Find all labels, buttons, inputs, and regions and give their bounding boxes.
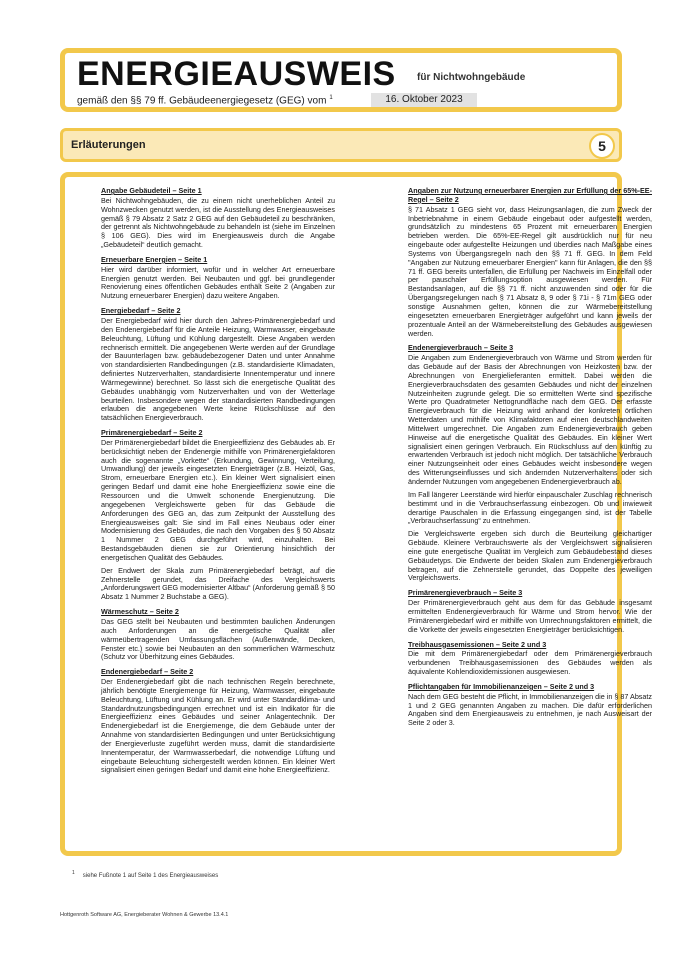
- content-box: [60, 172, 652, 856]
- section-heading: Endenergiebedarf – Seite 2: [101, 667, 194, 677]
- section-paragraph: Der Primärenergieverbrauch geht aus dem für das Gebäude insgesamt ermittelten Endenergieverbrauch für Wärme und Strom hervor. Wie der Primärenergiebedarf wird er mithilfe von Umrechnungsfaktoren ermittelt, die die Vorkette der jeweils eingesetzten Energieträger berücksichtigen.: [408, 598, 652, 634]
- law-reference: [77, 95, 333, 106]
- left-column: [101, 187, 335, 779]
- document-subtitle: für Nichtwohngebäude: [417, 72, 526, 83]
- section-paragraph: Der Primärenergiebedarf bildet die Energieeffizienz des Gebäudes ab. Er berücksichtigt neben der Endenergie mithilfe von Primärenergiefaktoren auch die sogenannte „Vorkette“ (Erkundung, Gewinnung, Verteilung, Umwandlung) der jeweils eingesetzten Energieträger (z.B. Heizöl, Gas, Strom, erneuerbare Energien etc.). Ein kleiner Wert signalisiert einen geringen Bedarf und damit eine hohe Energieeffizienz sowie eine die Ressourcen und die Umwelt schonende Energienutzung. Die angegebenen Vergleichswerte geben für das Gebäude die Anforderungen des GEG an, das zum Zeitpunkt der Ausstellung des Energieausweises galt: Sie sind im Fall eines Neubaus oder einer Modernisierung des Gebäudes, die nach den Vorgaben des § 50 Absatz 1 Nummer 2 GEG durchgeführt wird, einzuhalten. Bei Bestandsgebäuden dienen sie zur Orientierung hinsichtlich der energetischen Qualität des Gebäudes.: [101, 437, 335, 562]
- section-paragraph: Hier wird darüber informiert, wofür und in welcher Art erneuerbare Energien genutzt werden. Bei Neubauten und ggf. bei grundlegender Renovierung eines öffentlichen Gebäudes enthält Seite 2 (Angaben zur Nutzung erneuerbarer Energien) dazu weitere Angaben.: [101, 264, 335, 301]
- section-heading: Energiebedarf – Seite 2: [101, 306, 181, 316]
- footnote-text: siehe Fußnote 1 auf Seite 1 des Energieausweises: [82, 873, 219, 879]
- section-heading: Pflichtangaben für Immobilienanzeigen – Seite 2 und 3: [408, 681, 595, 691]
- section-bar: [60, 128, 622, 162]
- section-heading: Primärenergieverbrauch – Seite 3: [408, 588, 523, 598]
- section-paragraph: Das GEG stellt bei Neubauten und bestimmten baulichen Änderungen auch Anforderungen an die energetische Qualität aller wärmeübertragenden Umfassungsflächen (Außenwände, Decken, Fenster etc.) sowie bei Neubauten an den sommerlichen Wärmeschutz (Schutz vor Überhitzung eines Gebäudes.: [101, 616, 335, 662]
- footer-text: Hottgenroth Software AG, Energieberater Wohnen & Gewerbe 13.4.1: [60, 912, 229, 918]
- footnote-number: 1: [72, 870, 75, 876]
- section-paragraph: Die mit dem Primärenergiebedarf oder dem Primärenergieverbrauch verbundenen Treibhausgasemissionen des Gebäudes werden als äquivalente Kohlendioxidemissionen ausgewiesen.: [408, 649, 652, 677]
- section-paragraph: Nach dem GEG besteht die Pflicht, in Immobilienanzeigen die in § 87 Absatz 1 und 2 GEG genannten Angaben zu machen. Die dafür erforderlichen Angaben sind dem Energieausweis zu entnehmen, je nach Ausweisart der Seite 2 oder 3.: [408, 691, 652, 728]
- section-heading: Angaben zur Nutzung erneuerbarer Energien zur Erfüllung der 65%-EE-Regel – Seite 2: [408, 186, 652, 204]
- section-heading: Angabe Gebäudeteil – Seite 1: [101, 186, 202, 195]
- section-heading: Erneuerbare Energien – Seite 1: [101, 254, 208, 264]
- section-heading: Primärenergiebedarf – Seite 2: [101, 428, 203, 438]
- section-title: Erläuterungen: [71, 139, 146, 151]
- section-heading: Wärmeschutz – Seite 2: [101, 607, 179, 617]
- document-title: ENERGIEAUSWEIS: [77, 55, 396, 93]
- page-number-badge: 5: [589, 133, 615, 159]
- law-text: gemäß den §§ 79 ff. Gebäudeenergiegesetz (GEG) vom: [77, 95, 327, 107]
- right-column: [408, 187, 652, 732]
- section-heading: Treibhausgasemissionen – Seite 2 und 3: [408, 639, 547, 649]
- section-paragraph: Der Endwert der Skala zum Primärenergiebedarf beträgt, auf die Zehnerstelle gerundet, das Dreifache des Vergleichswerts „Anforderungswert GEG modernisierter Altbau“ (Anforderung gemäß § 50 Absatz 1 Nummer 2 Buchstabe a GEG).: [101, 565, 335, 602]
- issue-date: 16. Oktober 2023: [371, 93, 477, 107]
- section-paragraph: Bei Nichtwohngebäuden, die zu einem nicht unerheblichen Anteil zu Wohnzwecken genutzt werden, ist die Ausstellung des Energieausweises gemäß § 79 Absatz 2 Satz 2 GEG auf den Gebäudeteil zu beschränken, der getrennt als Nichtwohngebäude zu behandeln ist (siehe im Einzelnen § 106 GEG). Dies wird im Energieausweis durch die Angabe „Gebäudeteil“ deutlich gemacht.: [101, 195, 335, 250]
- section-paragraph: Die Angaben zum Endenergieverbrauch von Wärme und Strom werden für das Gebäude auf der Basis der Abrechnungen von Heizkosten bzw. der Abrechnungen von Energielieferanten ermittelt. Dabei werden die Energieverbrauchsdaten des gesamten Gebäudes und nicht der einzelnen Nutzeinheiten zugrunde gelegt. Die so ermittelten Werte sind spezifische Werte pro Quadratmeter Nettogrundfläche nach dem GEG. Der erfasste Energieverbrauch für die Heizung wird anhand der konkreten örtlichen Wetterdaten und mithilfe von Klimafaktoren auf einen deutschlandweiten Mittelwert umgerechnet. Die Angaben zum Endenergieverbrauch geben Hinweise auf die energetische Qualität des Gebäudes. Ein kleiner Wert signalisiert einen geringen Verbrauch. Ein Rückschluss auf den künftig zu erwartenden Verbrauch ist jedoch nicht möglich. Der tatsächliche Verbrauch einer Nutzungseinheit oder eines Gebäudes weicht insbesondere wegen des Witterungseinflusses und sich ändernden Nutzerverhaltens oder sich ändernder Nutzungen vom angegebenen Endenergieverbrauch ab.: [408, 353, 652, 486]
- section-paragraph: Die Vergleichswerte ergeben sich durch die Beurteilung gleichartiger Gebäude. Kleinere Verbrauchswerte als der Vergleichswert signalisieren eine gute energetische Qualität im Vergleich zum Gebäudebestand dieses Gebäudetyps. Die Endwerte der beiden Skalen zum Endenergieverbrauch betragen, auf die Zehnerstelle gerundet, das Doppelte des jeweiligen Vergleichswerts.: [408, 529, 652, 583]
- footnote-mark: 1: [329, 95, 333, 101]
- section-paragraph: Im Fall längerer Leerstände wird hierfür einpauschaler Zuschlag rechnerisch bestimmt und in die Verbrauchserfassung einbezogen. Ob und inwieweit derartige Pauschalen in die Erfassung eingegangen sind, ist der Tabelle „Verbrauchserfassung“ zu entnehmen.: [408, 489, 652, 526]
- section-paragraph: § 71 Absatz 1 GEG sieht vor, dass Heizungsanlagen, die zum Zweck der Inbetriebnahme in einem Gebäude eingebaut oder aufgestellt werden, grundsätzlich zu mindestens 65 Prozent mit erneuerbaren Energien betrieben werden. Die 65%-EE-Regel gilt ausdrücklich nur für neu eingebaute oder aufgestellte Heizungen und überdies nach Maßgabe eines Systems von Übergangsregeln nach den §§ 71 ff. GEG. In dem Feld "Angaben zur Nutzung erneuerbarer Energien" kann für Anlagen, die den §§ 71 ff. GEG bereits unterfallen, die Erfüllung per Nachweis im Einzelfall oder per pauschaler Erfüllungsoption ausgewiesen werden. Für Bestandsanlagen, auf die §§ 71 ff. nicht anzuwenden sind oder für die Übergangsregelungen nach § 71 Absatz 8, 9 oder § 71i - § 71m GEG oder sonstige Ausnahmen gelten, können die zur Wärmebereitstellung eingesetzten erneuerbaren Energieträger aufgeführt und kann jeweils der prozentuale Anteil an der Wärmebereitstellung des Gebäudes ausgewiesen werden.: [408, 204, 652, 338]
- footnote: [72, 870, 218, 879]
- header-box: [60, 48, 622, 112]
- section-paragraph: Der Energiebedarf wird hier durch den Jahres-Primärenergiebedarf und den Endenergiebedarf für die Anteile Heizung, Warmwasser, eingebaute Beleuchtung, Lüftung und Kühlung dargestellt. Diese Angaben werden rechnerisch ermittelt. Die angegebenen Werte werden auf der Grundlage der Bauunterlagen bzw. gebäudebezogener Daten und unter Annahme von standardisierten Randbedingungen (z.B. standardisierte Klimadaten, definiertes Nutzerverhalten, standardisierte Innentemperatur und innere Wärmegewinne) berechnet. So lässt sich die energetische Qualität des Gebäudes unabhängig vom Nutzerverhalten und von der Wetterlage beurteilen. Insbesondere wegen der standardisierten Randbedingungen erlauben die angegebenen Werte keine Rückschlüsse auf den tatsächlichen Energieverbrauch.: [101, 315, 335, 423]
- section-heading: Endenergieverbrauch – Seite 3: [408, 343, 514, 353]
- section-paragraph: Der Endenergiebedarf gibt die nach technischen Regeln berechnete, jährlich benötigte Energiemenge für Heizung, Warmwasser, eingebaute Beleuchtung, Lüftung und Kühlung an. Er wird unter Standardklima- und Standardnutzungsbedingungen errechnet und ist ein Indikator für die Energieeffizienz eines Gebäudes und seiner Anlagentechnik. Der Endenergiebedarf ist die Energiemenge, die dem Gebäude unter der Annahme von standardisierten Bedingungen und unter Berücksichtigung der Energieverluste zugeführt werden muss, damit die standardisierte Innentemperatur, der Warmwasserbedarf, die notwendige Lüftung und eingebaute Beleuchtung sichergestellt werden können. Ein kleiner Wert signalisiert einen geringen Bedarf und damit eine hohe Energieeffizienz.: [101, 677, 335, 775]
